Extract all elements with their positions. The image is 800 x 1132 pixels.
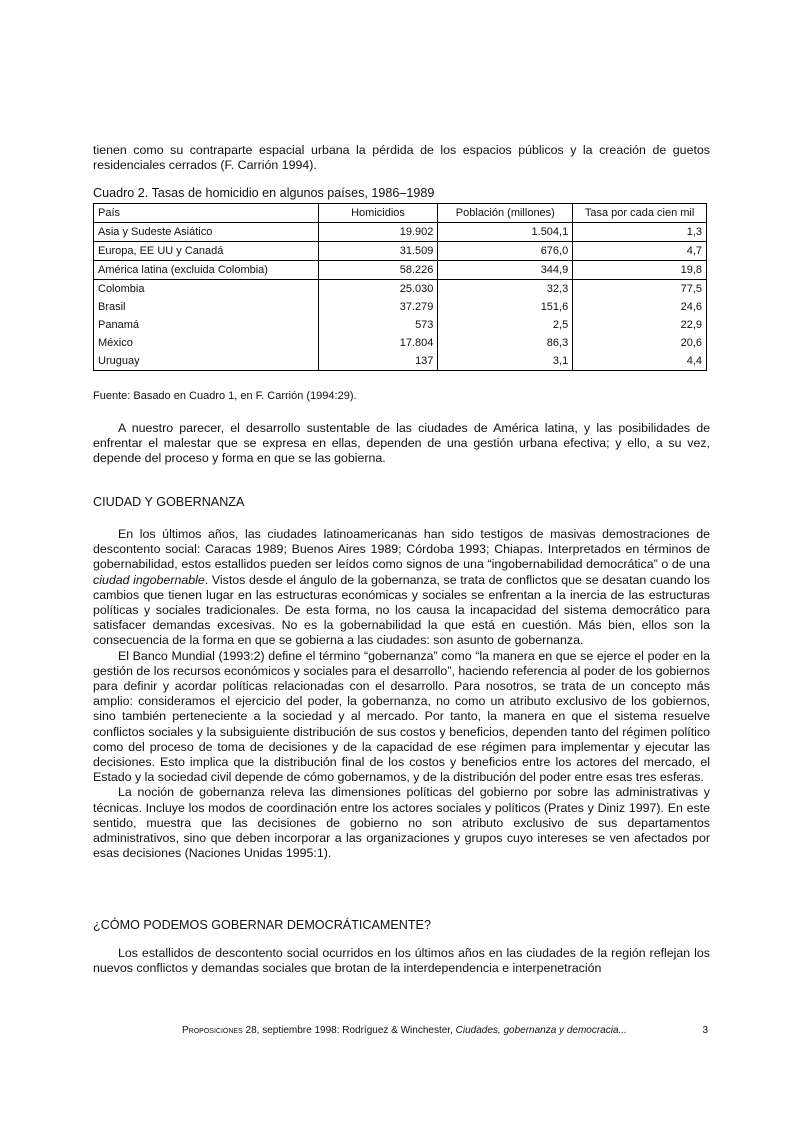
table-cell: Colombia — [94, 280, 319, 299]
table-cell: 24,6 — [573, 298, 707, 316]
table-row — [94, 223, 707, 242]
table-header-cell: Tasa por cada cien mil — [573, 204, 707, 223]
paragraph-conclusion: A nuestro parecer, el desarrollo sustentable de las ciudades de América latina, y las posibilidades de enfrentar el malestar que se expresa en ellas, dependen de una gestión urbana efectiva; y ello, a su vez, depende del proceso y forma en que se las gobierna. — [93, 421, 710, 466]
table-cell: 77,5 — [573, 280, 707, 299]
table-cell: 32,3 — [438, 280, 573, 299]
table-source-note: Fuente: Basado en Cuadro 1, en F. Carrión (1994:29). — [93, 390, 357, 402]
table-cell: 19.902 — [318, 223, 438, 242]
paragraph: La noción de gobernanza releva las dimensiones políticas del gobierno por sobre las administrativas y técnicas. Incluye los modos de coordinación entre los actores sociales y políticos (Prates y Diniz 1997). En este sentido, muestra que las decisiones de gobierno no son atributo exclusivo de sus departamentos administrativos, sino que deben incorporar a las organizaciones y grupos cuyo intereses se ven afectados por esas decisiones (Naciones Unidas 1995:1). — [93, 785, 710, 861]
section-ciudad-body — [93, 527, 710, 861]
table-cell: 58.226 — [318, 261, 438, 280]
table-cell: 20,6 — [573, 334, 707, 352]
table-header-cell: Homicidios — [318, 204, 438, 223]
table-row — [94, 261, 707, 280]
table-cell: 676,0 — [438, 242, 573, 261]
table-row — [94, 316, 707, 334]
table-cell: Uruguay — [94, 352, 319, 371]
table-cell: 151,6 — [438, 298, 573, 316]
table-cell: Panamá — [94, 316, 319, 334]
footer-publication: Proposiciones — [182, 1025, 243, 1036]
paragraph-text: . Vistos desde el ángulo de la gobernanza, se trata de conflictos que se desatan cuando los cambios que tienen lugar en las estructuras económicas y sociales se enfrentan a la inercia de las estructuras políticas y sociales tradicionales. De esta forma, no los causa la incapacidad del sistema democrático para satisfacer demandas excesivas. No es la gobernabilidad la que está en cuestión. Más bien, ellos son la consecuencia de la forma en que se gobierna a las ciudades: son asunto de gobernanza. — [93, 572, 710, 648]
paragraph: Los estallidos de descontento social ocurridos en los últimos años en las ciudades de la región reflejan los nuevos conflictos y demandas sociales que brotan de la interdependencia e interpenetración — [93, 946, 710, 976]
table-row — [94, 298, 707, 316]
table-cell: 4,7 — [573, 242, 707, 261]
paragraph-text: En los últimos años, las ciudades latinoamericanas han sido testigos de masivas demostraciones de descontento social: Caracas 1989; Buenos Aires 1989; Córdoba 1993; Chiapas. Interpretados en términos de gobernabilidad, estos estallidos pueden ser leídos como signos de una “ingobernabilidad democrática” o de una — [93, 527, 710, 572]
table-cell: 86,3 — [438, 334, 573, 352]
table-cell: 344,9 — [438, 261, 573, 280]
table-cell: Europa, EE UU y Canadá — [94, 242, 319, 261]
table-row — [94, 242, 707, 261]
table-row — [94, 352, 707, 371]
table-cell: 31.509 — [318, 242, 438, 261]
table-cell: 137 — [318, 352, 438, 371]
page-footer — [182, 1025, 710, 1036]
table-header-row — [94, 204, 707, 223]
footer-citation: 28, septiembre 1998: Rodríguez & Winchester, — [242, 1025, 456, 1036]
section-heading-gobernar: ¿CÓMO PODEMOS GOBERNAR DEMOCRÁTICAMENTE? — [93, 918, 431, 932]
table-cell: 2,5 — [438, 316, 573, 334]
table-row — [94, 334, 707, 352]
footer-title: Ciudades, gobernanza y democracia... — [455, 1025, 627, 1036]
table-cell: 25.030 — [318, 280, 438, 299]
table-cell: 17.804 — [318, 334, 438, 352]
table-cell: México — [94, 334, 319, 352]
paragraph: El Banco Mundial (1993:2) define el término “gobernanza” como “la manera en que se ejerce el poder en la gestión de los recursos económicos y sociales para el desarrollo”, haciendo referencia al poder de los gobiernos para definir y acordar políticas relacionadas con el desarrollo. Para nosotros, se trata de un concepto más amplio: consideramos el ejercicio del poder, la gobernanza, no como un atributo exclusivo de los gobiernos, sino también perteneciente a la sociedad y al mercado. Por tanto, la manera en que el sistema resuelve conflictos sociales y la subsiguiente distribución de sus costos y beneficios, dependen tanto del régimen político como del proceso de toma de decisiones y de la capacidad de ese régimen para implementar y ejecutar las decisiones. Esto implica que la distribución final de los costos y beneficios entre los actores del mercado, el Estado y la sociedad civil depende de cómo gobernamos, y de la distribución del poder entre esas tres esferas. — [93, 648, 710, 785]
homicide-table — [93, 203, 707, 371]
table-cell: América latina (excluida Colombia) — [94, 261, 319, 280]
italic-term: ciudad ingobernable — [93, 572, 205, 587]
paragraph — [93, 527, 710, 649]
table-cell: 573 — [318, 316, 438, 334]
table-header-cell: Población (millones) — [438, 204, 573, 223]
table-cell: 3,1 — [438, 352, 573, 371]
table-cell: Brasil — [94, 298, 319, 316]
table-cell: 37.279 — [318, 298, 438, 316]
section-gobernar-body — [93, 946, 710, 976]
table-cell: 1,3 — [573, 223, 707, 242]
table-cell: Asia y Sudeste Asiático — [94, 223, 319, 242]
section-heading-ciudad: CIUDAD Y GOBERNANZA — [93, 495, 245, 509]
table-cell: 4,4 — [573, 352, 707, 371]
table-header-cell: País — [94, 204, 319, 223]
table-cell: 1.504,1 — [438, 223, 573, 242]
table-cell: 22,9 — [573, 316, 707, 334]
page-number: 3 — [702, 1025, 708, 1036]
intro-paragraph: tienen como su contraparte espacial urbana la pérdida de los espacios públicos y la creación de guetos residenciales cerrados (F. Carrión 1994). — [93, 143, 710, 173]
table-cell: 19,8 — [573, 261, 707, 280]
table-row — [94, 280, 707, 299]
table-caption: Cuadro 2. Tasas de homicidio en algunos países, 1986–1989 — [93, 186, 435, 200]
